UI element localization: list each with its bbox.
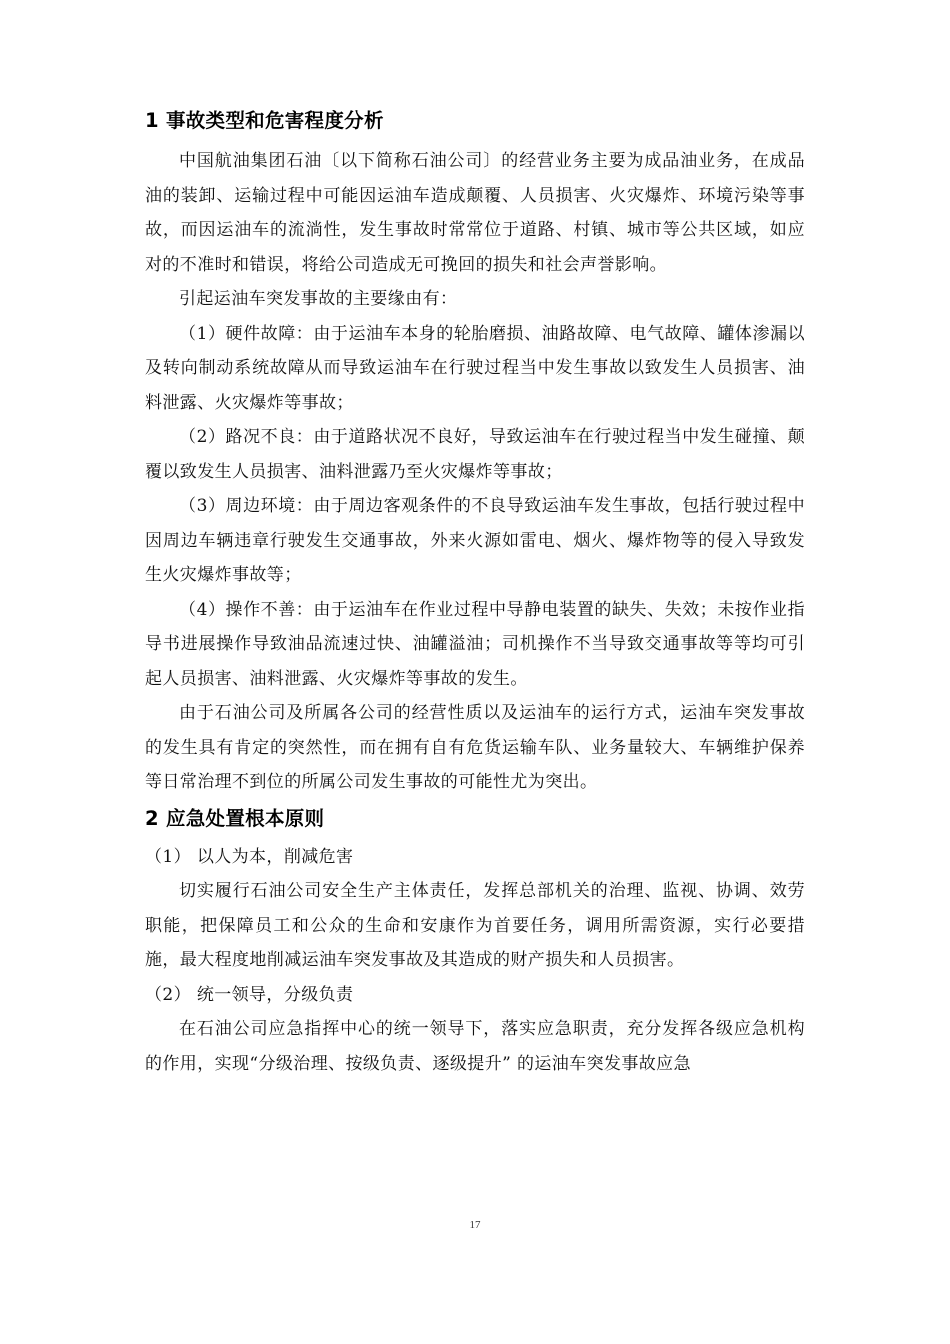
section-1-intro-paragraph: 中国航油集团石油〔以下简称石油公司〕的经营业务主要为成品油业务，在成品油的装卸、运输过程中可能因运油车造成颠覆、人员损害、火灾爆炸、环境污染等事故，而因运油车的流淌性，发生事故时常常位于道路、村镇、城市等公共区域，如应对的不准时和错误，将给公司造成无可挽回的损失和社会声誉影响。 xyxy=(145,151,805,275)
cause-item-environment: （3）周边环境：由于周边客观条件的不良导致运油车发生事故，包括行驶过程中因周边车辆违章行驶发生交通事故，外来火源如雷电、烟火、爆炸物等的侵入导致发生火灾爆炸事故等； xyxy=(145,496,805,585)
principle-2-heading: （2） 统一领导，分级负责 xyxy=(145,984,354,1005)
section-1-title: 1 事故类型和危害程度分析 xyxy=(145,109,384,132)
section-2-title: 2 应急处置根本原则 xyxy=(145,806,325,830)
cause-item-hardware: （1）硬件故障：由于运油车本身的轮胎磨损、油路故障、电气故障、罐体渗漏以及转向制动系统故障从而导致运油车在行驶过程当中发生事故以致发生人员损害、油料泄露、火灾爆炸等事故； xyxy=(145,323,805,413)
document-body xyxy=(145,104,805,1081)
principle-2-body: 在石油公司应急指挥中心的统一领导下，落实应急职责，充分发挥各级应急机构的作用，实现“分级治理、按级负责、逐级提升” 的运油车突发事故应急 xyxy=(145,1019,805,1074)
principle-1-body: 切实履行石油公司安全生产主体责任，发挥总部机关的治理、监视、协调、效劳职能，把保障员工和公众的生命和安康作为首要任务，调用所需资源，实行必要措施，最大程度地削减运油车突发事故及其造成的财产损失和人员损害。 xyxy=(145,881,805,970)
principle-1-heading: （1） 以人为本，削减危害 xyxy=(145,846,354,867)
cause-item-road: （2）路况不良：由于道路状况不良好，导致运油车在行驶过程当中发生碰撞、颠覆以致发生人员损害、油料泄露乃至火灾爆炸等事故； xyxy=(145,427,805,482)
causes-lead-paragraph: 引起运油车突发事故的主要缘由有： xyxy=(179,289,458,309)
section-1-conclusion-paragraph: 由于石油公司及所属各公司的经营性质以及运油车的运行方式，运油车突发事故的发生具有肯定的突然性，而在拥有自有危货运输车队、业务量较大、车辆维护保养等日常治理不到位的所属公司发生事故的可能性尤为突出。 xyxy=(145,703,805,792)
page-number: 17 xyxy=(469,1219,481,1231)
cause-item-operation: （4）操作不善：由于运油车在作业过程中导静电装置的缺失、失效；未按作业指导书进展操作导致油品流速过快、油罐溢油；司机操作不当导致交通事故等等均可引起人员损害、油料泄露、火灾爆炸等事故的发生。 xyxy=(145,599,805,689)
